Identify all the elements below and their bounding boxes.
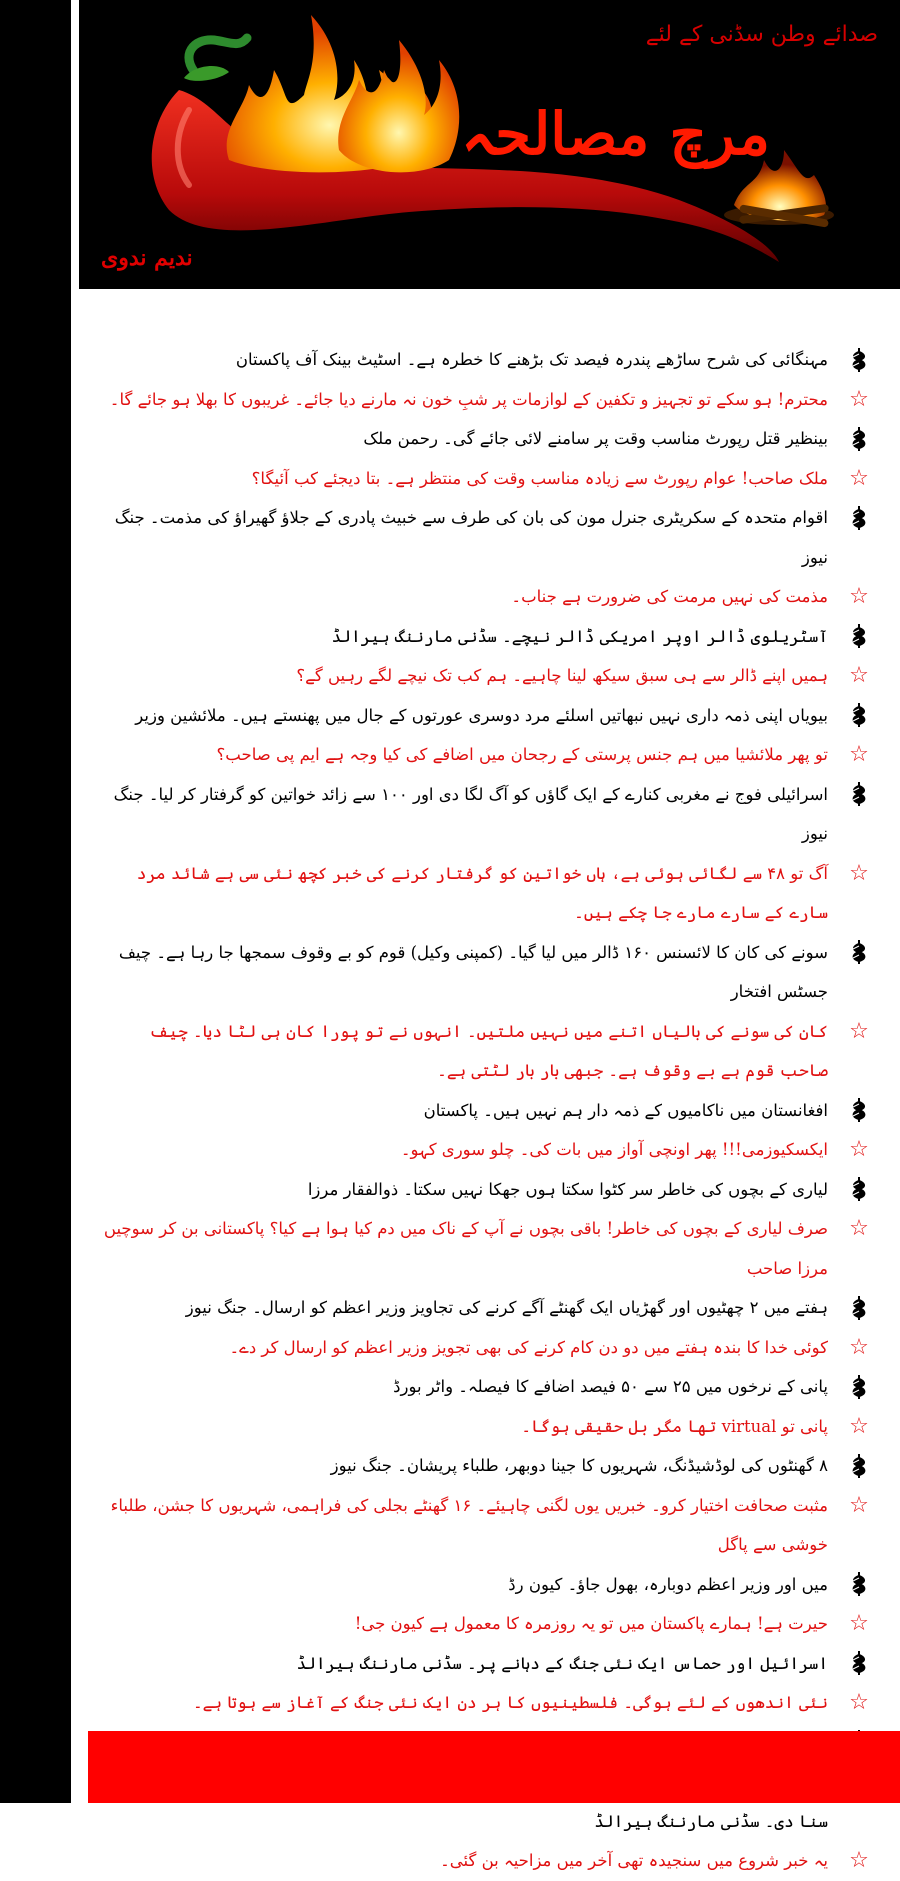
left-white-strip	[71, 0, 79, 1803]
leaf-bullet-icon	[840, 498, 878, 537]
comment-text: ہمیں اپنے ڈالر سے ہی سبق سیکھ لینا چاہیے۔ ہم کب تک نیچے لگے رہیں گے؟	[296, 666, 828, 685]
comment-text: کان کی سونے کی بالیاں اتنے میں نہیں ملتیں۔ انہوں نے تو پورا کان ہی لٹا دیا۔ چیف صاحب قوم ہے بے وقوف ہے۔ جبھی بار بار لٹتی ہے۔	[149, 1021, 828, 1080]
star-bullet-icon: ☆	[849, 1611, 869, 1636]
news-text: ۸ گھنٹوں کی لوڈشیڈنگ، شہریوں کا جینا دوبھر، طلباء پریشان۔ جنگ نیوز	[330, 1456, 828, 1475]
news-item	[96, 696, 878, 736]
news-text: ہفتے میں ۲ چھٹیوں اور گھڑیاں ایک گھنٹے آگے کرنے کی تجاویز وزیر اعظم کو ارسال۔ جنگ نیوز	[185, 1298, 828, 1317]
leaf-bullet-icon	[840, 1288, 878, 1327]
comment-item	[96, 854, 878, 933]
comment-item	[96, 1841, 878, 1881]
leaf-bullet-icon	[840, 1367, 878, 1406]
star-bullet-icon: ☆	[849, 663, 869, 688]
star-bullet-icon: ☆	[849, 1216, 869, 1241]
leaf-bullet-icon	[840, 1644, 878, 1683]
star-bullet-icon: ☆	[849, 1137, 869, 1162]
news-text: افغانستان میں ناکامیوں کے ذمہ دار ہم نہیں ہیں۔ پاکستان	[423, 1100, 828, 1120]
comment-item	[96, 577, 878, 617]
comment-text: ملک صاحب! عوام رپورٹ سے زیادہ مناسب وقت کی منتظر ہے۔ بتا دیجئے کب آئیگا؟	[251, 468, 828, 488]
news-text: اقوام متحدہ کے سکریٹری جنرل مون کی بان کی طرف سے خبیث پادری کے جلاؤ گھیراؤ کی مذمت۔ جنگ نیوز	[114, 508, 828, 567]
comment-item	[96, 1486, 878, 1565]
comment-text: ایکسکیوزمی!!! پھر اونچی آواز میں بات کی۔ چلو سوری کہو۔	[400, 1140, 828, 1159]
header-banner	[79, 0, 900, 289]
news-item	[96, 340, 878, 380]
comment-item	[96, 1604, 878, 1644]
star-bullet-icon: ☆	[849, 1018, 869, 1044]
news-text: اسرائیلی فوج نے مغربی کنارے کے ایک گاؤں کو آگ لگا دی اور ۱۰۰ سے زائد خواتین کو گرفتار کر لیا۔ جنگ نیوز	[113, 784, 828, 843]
leaf-bullet-icon	[840, 419, 878, 458]
news-item	[96, 617, 878, 657]
leaf-bullet-icon	[840, 933, 878, 972]
banner-title: مرچ مصالحہ	[461, 100, 770, 168]
news-text: میں اور وزیر اعظم دوبارہ، بھول جاؤ۔ کیون رڈ	[508, 1574, 828, 1594]
comment-text: مثبت صحافت اختیار کرو۔ خبریں یوں لگنی چاہیئے۔ ۱۶ گھنٹے بجلی کی فراہمی، شہریوں کا جشن، طلباء خوشی سے پاگل	[110, 1495, 828, 1554]
comment-text: صرف لیاری کے بچوں کی خاطر! باقی بچوں نے آپ کے ناک میں دم کیا ہوا ہے کیا؟ پاکستانی بن کر سوچیں مرزا صاحب	[103, 1219, 828, 1278]
comment-item	[96, 1407, 878, 1447]
news-item	[96, 775, 878, 854]
news-list	[96, 340, 878, 1881]
news-item	[96, 1367, 878, 1407]
comment-item	[96, 1012, 878, 1091]
news-item	[96, 498, 878, 577]
news-item	[96, 1288, 878, 1328]
news-item	[96, 419, 878, 459]
news-item	[96, 1644, 878, 1684]
comment-item	[96, 459, 878, 499]
comment-item	[96, 380, 878, 420]
news-text: بیویاں اپنی ذمہ داری نہیں نبھاتیں اسلئے مرد دوسری عورتوں کے جال میں پھنستے ہیں۔ ملائشین وزیر	[135, 705, 828, 725]
star-bullet-icon: ☆	[849, 386, 869, 412]
news-text: بینظیر قتل رپورٹ مناسب وقت پر سامنے لائی جائے گی۔ رحمن ملک	[363, 429, 828, 448]
star-bullet-icon: ☆	[849, 584, 869, 609]
leaf-bullet-icon	[840, 340, 878, 379]
leaf-bullet-icon	[840, 696, 878, 735]
comment-item	[96, 1130, 878, 1170]
star-bullet-icon: ☆	[849, 1413, 869, 1439]
news-item	[96, 1091, 878, 1131]
leaf-bullet-icon	[840, 1170, 878, 1209]
banner-author: ندیم ندوی	[101, 245, 193, 271]
chili-stem-icon	[184, 38, 247, 81]
comment-item	[96, 1209, 878, 1288]
comment-item	[96, 1328, 878, 1368]
news-text: مہنگائی کی شرح ساڑھے پندرہ فیصد تک بڑھنے کا خطرہ ہے۔ اسٹیٹ بینک آف پاکستان	[235, 350, 828, 369]
banner-subtitle: صدائے وطن سڈنی کے لئے	[645, 22, 878, 47]
star-bullet-icon: ☆	[849, 1848, 869, 1873]
star-bullet-icon: ☆	[849, 1690, 869, 1715]
news-text: اسرائیل اور حماس ایک نئی جنگ کے دہانے پر۔ سڈنی مارننگ ہیرالڈ	[296, 1653, 828, 1673]
news-item	[96, 1446, 878, 1486]
news-text: آسٹریلوی ڈالر اوپر امریکی ڈالر نیچے۔ سڈنی مارننگ ہیرالڈ	[331, 626, 828, 646]
star-bullet-icon: ☆	[849, 860, 869, 886]
news-item	[96, 933, 878, 1012]
news-item	[96, 1170, 878, 1210]
news-text: پانی کے نرخوں میں ۲۵ سے ۵۰ فیصد اضافے کا فیصلہ۔ واٹر بورڈ	[393, 1377, 828, 1396]
leaf-bullet-icon	[840, 1091, 878, 1130]
comment-text: حیرت ہے! ہمارے پاکستان میں تو یہ روزمرہ کا معمول ہے کیون جی!	[354, 1614, 828, 1633]
news-text: لیاری کے بچوں کی خاطر سر کٹوا سکتا ہوں جھکا نہیں سکتا۔ ذوالفقار مرزا	[307, 1179, 828, 1199]
comment-item	[96, 735, 878, 775]
leaf-bullet-icon	[840, 1446, 878, 1485]
comment-text: کوئی خدا کا بندہ ہفتے میں دو دن کام کرنے کی بھی تجویز وزیر اعظم کو ارسال کر دے۔	[229, 1337, 828, 1357]
leaf-bullet-icon	[840, 617, 878, 656]
comment-text: محترم! ہو سکے تو تجہیز و تکفین کے لوازمات پر شبِ خون نہ مارنے دیا جائے۔ غریبوں کا بھلا ہو جائے گا۔	[109, 389, 828, 409]
star-bullet-icon: ☆	[849, 1492, 869, 1518]
star-bullet-icon: ☆	[849, 742, 869, 767]
comment-item	[96, 656, 878, 696]
comment-text: نئی اندھوں کے لئے ہوگی۔ فلسطینیوں کا ہر دن ایک نئی جنگ کے آغاز سے ہوتا ہے۔	[193, 1693, 828, 1712]
comment-text: مذمت کی نہیں مرمت کی ضرورت ہے جناب۔	[511, 587, 828, 606]
footer-red-bar	[88, 1731, 900, 1803]
news-text: سونے کی کان کا لائسنس ۱۶۰ ڈالر میں لیا گیا۔ (کمپنی وکیل) قوم کو بے وقوف سمجھا جا رہا ہے۔ چیف جسٹس افتخار	[118, 942, 828, 1001]
comment-item	[96, 1683, 878, 1723]
comment-text: تو پھر ملائشیا میں ہم جنس پرستی کے رجحان میں اضافے کی کیا وجہ ہے ایم پی صاحب؟	[216, 745, 828, 764]
left-black-bar	[0, 0, 71, 1803]
news-text: سنا دی۔ سڈنی مارننگ ہیرالڈ	[594, 1811, 828, 1831]
comment-text: پانی تو virtual تھا مگر بل حقیقی ہوگا۔	[521, 1416, 828, 1436]
star-bullet-icon: ☆	[849, 1334, 869, 1360]
star-bullet-icon: ☆	[849, 465, 869, 491]
flame-icon	[227, 15, 460, 172]
leaf-bullet-icon	[840, 1565, 878, 1604]
comment-text: آگ تو ۴۸ سے لگائی ہوئی ہے، ہاں خواتین کو گرفتار کرنے کی خبر کچھ نئی سی ہے شائد مرد سارے کے سارے مارے جا چکے ہیں۔	[136, 863, 828, 922]
leaf-bullet-icon	[840, 775, 878, 814]
comment-text: یہ خبر شروع میں سنجیدہ تھی آخر میں مزاحیہ بن گئی۔	[440, 1851, 828, 1870]
news-item	[96, 1565, 878, 1605]
